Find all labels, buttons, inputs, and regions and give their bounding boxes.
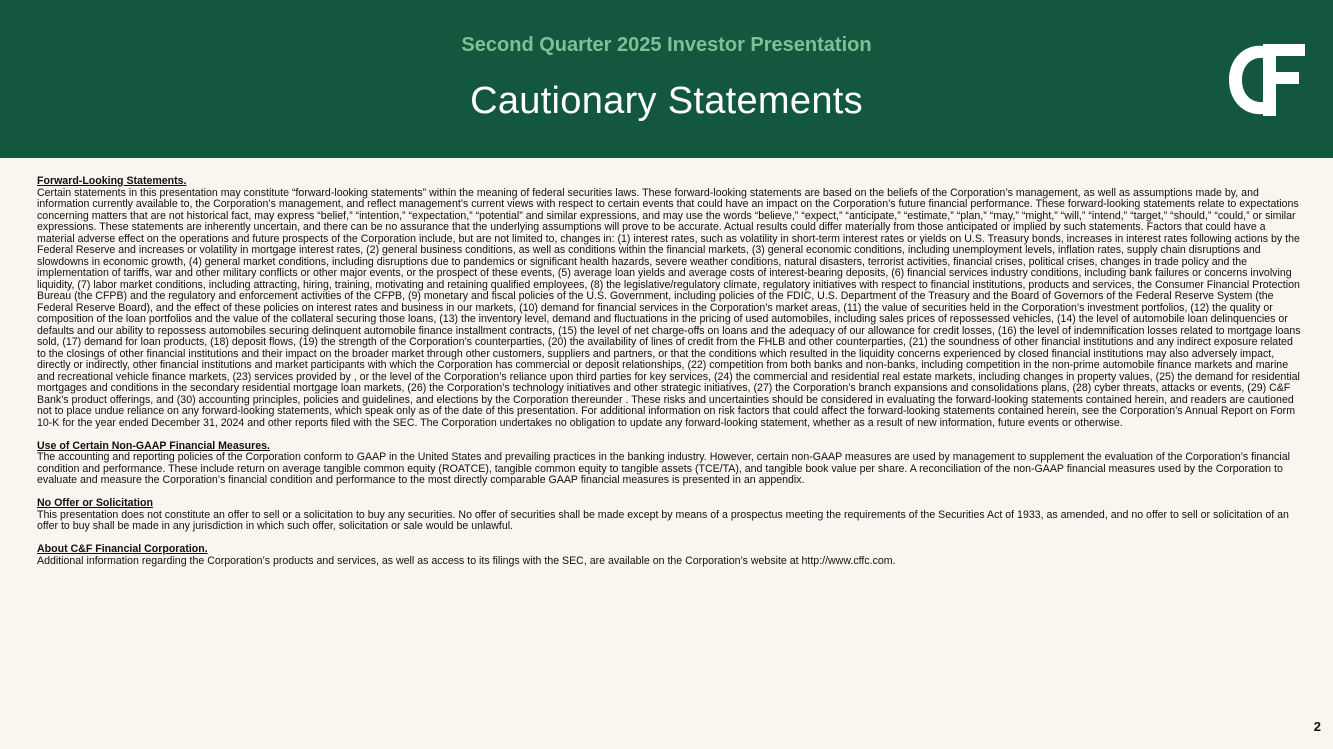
page-number: 2	[1313, 719, 1321, 734]
about-heading: About C&F Financial Corporation.	[37, 543, 208, 555]
cautionary-content	[37, 176, 1302, 579]
header-banner	[0, 0, 1333, 158]
about-section	[37, 544, 1302, 567]
no-offer-section	[37, 498, 1302, 533]
forward-looking-heading: Forward-Looking Statements.	[37, 175, 187, 187]
non-gaap-section	[37, 441, 1302, 487]
about-body: Additional information regarding the Corporation’s products and services, as well as access to its filings with the SEC, are available on the Corporation’s website at http://www.cffc.com.	[37, 554, 896, 567]
non-gaap-body: The accounting and reporting policies of the Corporation conform to GAAP in the United States and prevailing practices in the banking industry. However, certain non-GAAP measures are used by management to supplement the evaluation of the Corporation’s financial condition and performance. These include return on average tangible common equity (ROATCE), tangible common equity to tangible assets (TCE/TA), and tangible book value per share. A reconciliation of the non-GAAP financial measures used by the Corporation to evaluate and measure the Corporation’s financial condition and performance to the most directly comparable GAAP financial measures is presented in an appendix.	[37, 451, 1290, 486]
no-offer-heading: No Offer or Solicitation	[37, 497, 153, 509]
cf-logo-icon	[1223, 40, 1307, 120]
presentation-subtitle: Second Quarter 2025 Investor Presentation	[461, 34, 872, 56]
forward-looking-body: Certain statements in this presentation may constitute “forward-looking statements” within the meaning of federal securities laws. These forward-looking statements are based on the beliefs of the Corporation’s management, as well as assumptions made by, and information currently available to, the Corporation’s management, and reflect management’s current views with respect to certain events that could have an impact on the Corporation’s future financial performance. These forward-looking statements relate to expectations concerning matters that are not historical fact, may express “belief,” “intention,” “expectation,” “potential” and similar expressions, and may use the words “believe,” “expect,” “anticipate,” “estimate,” “plan,” “may,” “might,” “will,” “intend,” “target,” “should,” “could,” or similar expressions. These statements are inherently uncertain, and there can be no assurance that the underlying assumptions will prove to be accurate. Actual results could differ materially from those anticipated or implied by such statements. Factors that could have a material adverse effect on the operations and future prospects of the Corporation include, but are not limited to, changes in: (1) interest rates, such as volatility in short-term interest rates or yields on U.S. Treasury bonds, increases in interest rates following actions by the Federal Reserve and increases or volatility in mortgage interest rates, (2) general business conditions, as well as conditions within the financial markets, (3) general economic conditions, including unemployment levels, inflation rates, supply chain disruptions and slowdowns in economic growth, (4) general market conditions, including disruptions due to pandemics or significant health hazards, severe weather conditions, natural disasters, terrorist activities, financial crises, political crises, changes in trade policy and the implementation of tariffs, war and other military conflicts or other major events, or the prospect of these events, (5) average loan yields and average costs of interest-bearing deposits, (6) financial services industry conditions, including bank failures or concerns involving liquidity, (7) labor market conditions, including attracting, hiring, training, motivating and retaining qualified employees, (8) the legislative/regulatory climate, regulatory initiatives with respect to financial institutions, products and services, the Consumer Financial Protection Bureau (the CFPB) and the regulatory and enforcement activities of the CFPB, (9) monetary and fiscal policies of the U.S. Government, including policies of the FDIC, U.S. Department of the Treasury and the Board of Governors of the Federal Reserve System (the Federal Reserve Board), and the effect of these policies on interest rates and business in our markets, (10) demand for financial services in the Corporation’s market areas, (11) the value of securities held in the Corporation’s investment portfolios, (12) the quality or composition of the loan portfolios and the value of the collateral securing those loans, (13) the inventory level, demand and fluctuations in the pricing of used automobiles, including sales prices of repossessed vehicles, (14) the level of automobile loan delinquencies or defaults and our ability to repossess automobiles securing delinquent automobile finance installment contracts, (15) the level of net charge-offs on loans and the adequacy of our allowance for credit losses, (16) the level of indemnification losses related to mortgage loans sold, (17) demand for loan products, (18) deposit flows, (19) the strength of the Corporation’s counterparties, (20) the availability of lines of credit from the FHLB and other counterparties, (21) the soundness of other financial institutions and any indirect exposure related to the closings of other financial institutions and their impact on the broader market through other customers, suppliers and partners, or that the conditions which resulted in the liquidity concerns experienced by closed financial institutions may also adversely impact, directly or indirectly, other financial institutions and market participants with which the Corporation has commercial or deposit relationships, (22) competition from both banks and non-banks, including competition in the non-prime automobile finance markets and marine and recreational vehicle finance markets, (23) services provided by , or the level of the Corporation’s reliance upon third parties for key services, (24) the commercial and residential real estate markets, including changes in property values, (25) the demand for residential mortgages and conditions in the secondary residential mortgage loan markets, (26) the Corporation’s technology initiatives and other strategic initiatives, (27) the Corporation’s branch expansions and consolidations plans, (28) cyber threats, attacks or events, (29) C&F Bank’s product offerings, and (30) accounting principles, policies and guidelines, and elections by the Corporation thereunder . These risks and uncertainties should be considered in evaluating the forward-looking statements contained herein, and readers are cautioned not to place undue reliance on any forward-looking statements, which speak only as of the date of this presentation. For additional information on risk factors that could affect the forward-looking statements contained herein, see the Corporation’s Annual Report on Form 10-K for the year ended December 31, 2024 and other reports filed with the SEC. The Corporation undertakes no obligation to update any forward-looking statement, whether as a result of new information, future events or otherwise.	[37, 186, 1301, 429]
forward-looking-section	[37, 176, 1302, 429]
page-title: Cautionary Statements	[470, 80, 863, 122]
cf-logo	[1223, 40, 1307, 120]
non-gaap-heading: Use of Certain Non-GAAP Financial Measures.	[37, 439, 270, 452]
no-offer-body: This presentation does not constitute an offer to sell or a solicitation to buy any securities. No offer of securities shall be made except by means of a prospectus meeting the requirements of the Securities Act of 1933, as amended, and no offer to sell or solicitation of an offer to buy shall be made in any jurisdiction in which such offer, solicitation or sale would be unlawful.	[37, 508, 1289, 532]
